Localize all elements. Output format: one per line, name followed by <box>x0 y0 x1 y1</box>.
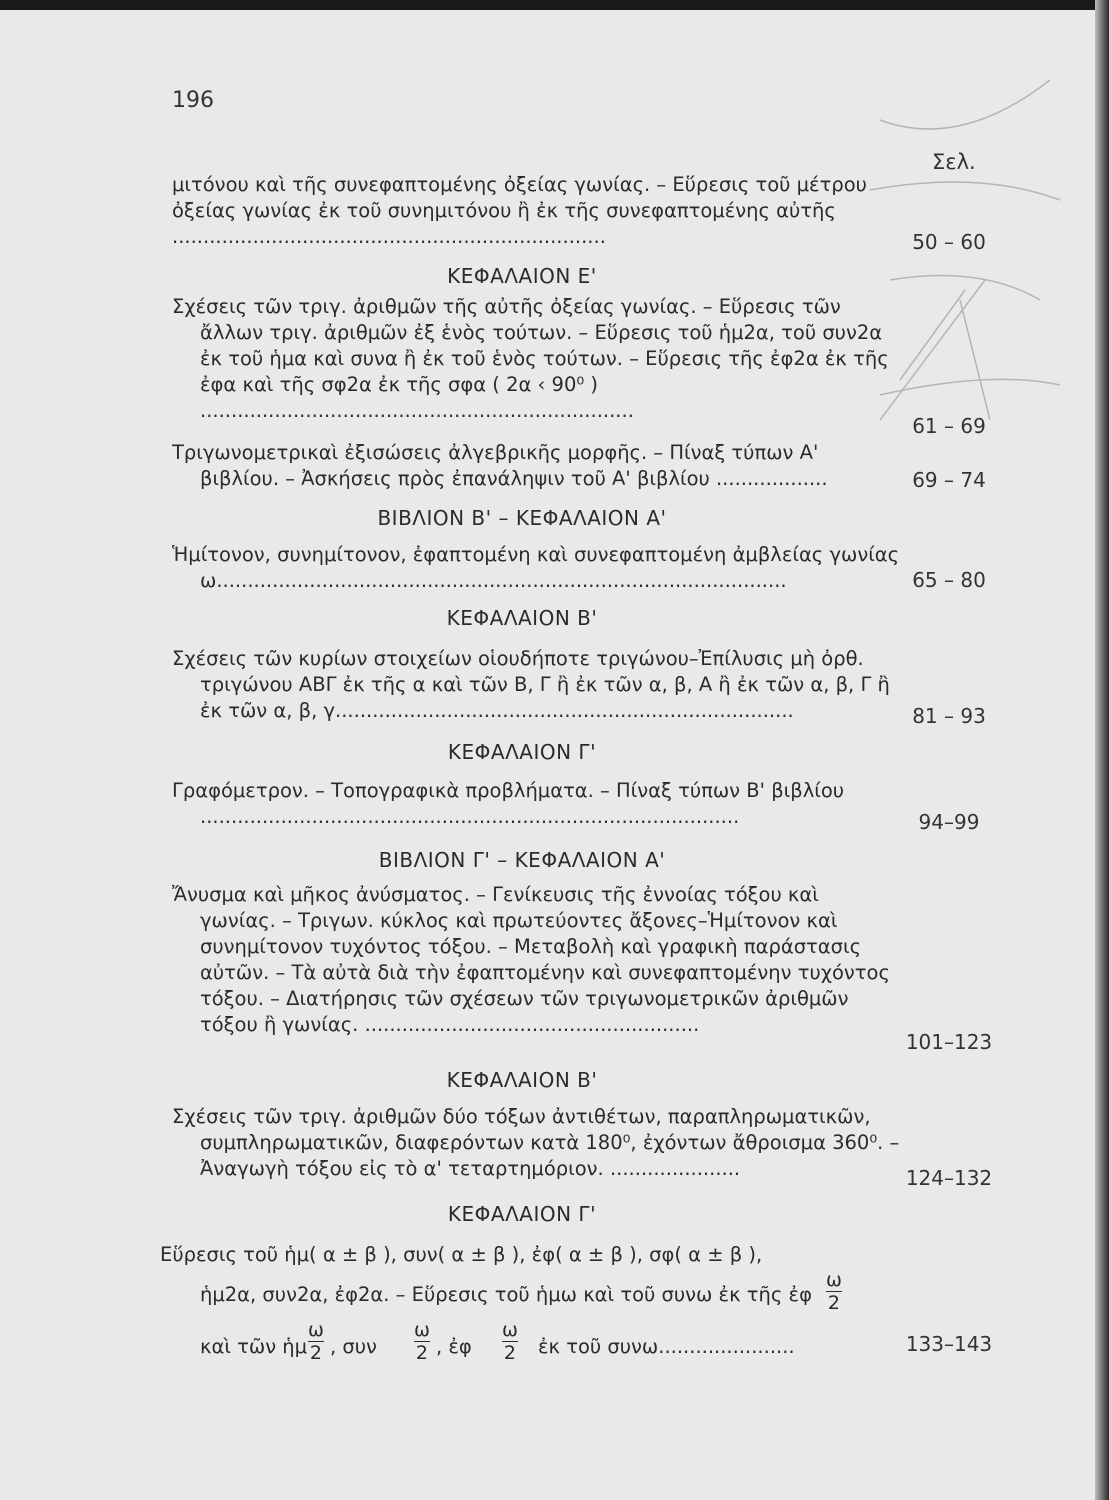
column-header-pages: Σελ. <box>932 150 976 174</box>
fraction-numerator: ω <box>502 1319 518 1341</box>
toc-entry-pages: 81 – 93 <box>912 704 986 728</box>
toc-entry-text: Σχέσεις τῶν τριγ. ἀριθμῶν δύο τόξων ἀντιθέτων, παραπληρωματικῶν, συμπληρωματικῶν, διαφερόντων κατὰ 180⁰, ἐχόντων ἄθροισμα 360⁰. – Ἀναγωγὴ τόξου εἰς τὸ α' τεταρτημόριον. ..................... <box>172 1105 900 1180</box>
toc-entry-pages: 50 – 60 <box>912 230 986 254</box>
toc-entry-line: ἐκ τοῦ συνω...................... <box>538 1335 795 1358</box>
scan-top-edge <box>0 0 1109 10</box>
pencil-stroke <box>900 290 965 380</box>
fraction <box>826 1270 842 1313</box>
toc-entry-text: Σχέσεις τῶν κυρίων στοιχείων οἱουδήποτε τριγώνου–Ἐπίλυσις μὴ ὀρθ. τριγώνου ΑΒΓ ἐκ τῆς α καὶ τῶν Β, Γ ἢ ἐκ τῶν α, β, Α ἢ ἐκ τῶν α, β, Γ ἢ ἐκ τῶν α, β, γ.......................................................................... <box>172 647 890 722</box>
toc-entry-line: , ἐφ <box>436 1335 472 1358</box>
toc-entry-text: Ἡμίτονον, συνημίτονον, ἐφαπτομένη καὶ συνεφαπτομένη ἀμβλείας γωνίας ω............................................................................................ <box>172 543 900 592</box>
section-heading: ΚΕΦΑΛΑΙΟΝ Β' <box>446 1068 598 1092</box>
section-heading: ΚΕΦΑΛΑΙΟΝ Γ' <box>447 1202 597 1226</box>
fraction-numerator: ω <box>308 1319 324 1341</box>
toc-entry-line: , συν <box>330 1335 377 1358</box>
fraction-numerator: ω <box>826 1269 842 1291</box>
toc-entry-text: Τριγωνομετρικαὶ ἐξισώσεις ἀλγεβρικῆς μορφῆς. – Πίναξ τύπων Α' βιβλίου. – Ἀσκήσεις πρὸς ἐπανάληψιν τοῦ Α' βιβλίου .................. <box>172 441 828 490</box>
toc-entry-text: μιτόνου καὶ τῆς συνεφαπτομένης ὀξείας γωνίας. – Εὕρεσις τοῦ μέτρου ὀξείας γωνίας ἐκ τοῦ συνημιτόνου ἢ ἐκ τῆς συνεφαπτομένης αὐτῆς ...................................................................... <box>172 173 867 248</box>
toc-entry-pages: 65 – 80 <box>912 568 986 592</box>
section-heading: ΚΕΦΑΛΑΙΟΝ Ε' <box>447 264 597 288</box>
fraction <box>414 1320 430 1363</box>
fraction <box>308 1320 324 1363</box>
fraction-denominator: 2 <box>827 1292 840 1314</box>
section-heading: ΒΙΒΛΙΟΝ Γ' – ΚΕΦΑΛΑΙΟΝ Α' <box>378 848 666 872</box>
scan-right-edge <box>1095 0 1109 1500</box>
toc-entry-pages: 133–143 <box>905 1332 993 1356</box>
fraction-numerator: ω <box>414 1319 430 1341</box>
section-heading: ΒΙΒΛΙΟΝ Β' – ΚΕΦΑΛΑΙΟΝ Α' <box>377 506 667 530</box>
toc-entry-text: Ἄνυσμα καὶ μῆκος ἀνύσματος. – Γενίκευσις τῆς ἐννοίας τόξου καὶ γωνίας. – Τριγων. κύκλος καὶ πρωτεύοντες ἄξονες–Ἡμίτονον καὶ συνημίτονον τυχόντος τόξου. – Μεταβολὴ καὶ γραφικὴ παράστασις αὐτῶν. – Τὰ αὐτὰ διὰ τὴν ἐφαπτομένην καὶ συνεφαπτομένην τυχόντος τόξου. – Διατήρησις τῶν σχέσεων τῶν τριγωνομετρικῶν ἀριθμῶν τόξου ἢ γωνίας. ...................................................... <box>172 883 890 1036</box>
pencil-stroke <box>880 379 1060 395</box>
fraction <box>502 1320 518 1363</box>
section-heading: ΚΕΦΑΛΑΙΟΝ Β' <box>446 606 598 630</box>
toc-entry-line: ἡμ2α, συν2α, ἐφ2α. – Εὕρεσις τοῦ ἡμω καὶ τοῦ συνω ἐκ τῆς ἐφ <box>200 1283 812 1306</box>
fraction-denominator: 2 <box>503 1342 516 1364</box>
toc-entry-text: Σχέσεις τῶν τριγ. ἀριθμῶν τῆς αὐτῆς ὀξείας γωνίας. – Εὕρεσις τῶν ἄλλων τριγ. ἀριθμῶν ἐξ ἑνὸς τούτων. – Εὕρεσις τοῦ ἡμ2α, τοῦ συν2α ἐκ τοῦ ἡμα καὶ συνα ἢ ἐκ τοῦ ἑνὸς τούτων. – Εὕρεσις τῆς ἐφ2α ἐκ τῆς ἐφα καὶ τῆς σφ2α ἐκ τῆς σφα ( 2α ‹ 90⁰ ) ...................................................................... <box>172 295 889 422</box>
toc-entry-pages: 61 – 69 <box>912 414 986 438</box>
pencil-stroke <box>880 80 1050 129</box>
toc-entry-pages: 69 – 74 <box>912 468 986 492</box>
toc-entry-pages: 124–132 <box>905 1166 993 1190</box>
fraction-denominator: 2 <box>415 1342 428 1364</box>
section-heading: ΚΕΦΑΛΑΙΟΝ Γ' <box>447 740 597 764</box>
toc-entry-pages: 101–123 <box>905 1030 993 1054</box>
fraction-denominator: 2 <box>309 1342 322 1364</box>
toc-entry-text: Γραφόμετρον. – Τοπογραφικὰ προβλήματα. – Πίναξ τύπων Β' βιβλίου ....................................................................................... <box>172 779 845 828</box>
page-number: 196 <box>172 88 214 113</box>
pencil-stroke <box>960 300 990 420</box>
toc-entry-line: Εὕρεσις τοῦ ἡμ( α ± β ), συν( α ± β ), ἐφ( α ± β ), σφ( α ± β ), <box>160 1243 763 1266</box>
pencil-stroke <box>890 276 1040 301</box>
pencil-stroke <box>870 182 1060 200</box>
toc-entry-line: καὶ τῶν ἡμ <box>200 1335 308 1358</box>
toc-entry-pages: 94–99 <box>918 810 980 834</box>
